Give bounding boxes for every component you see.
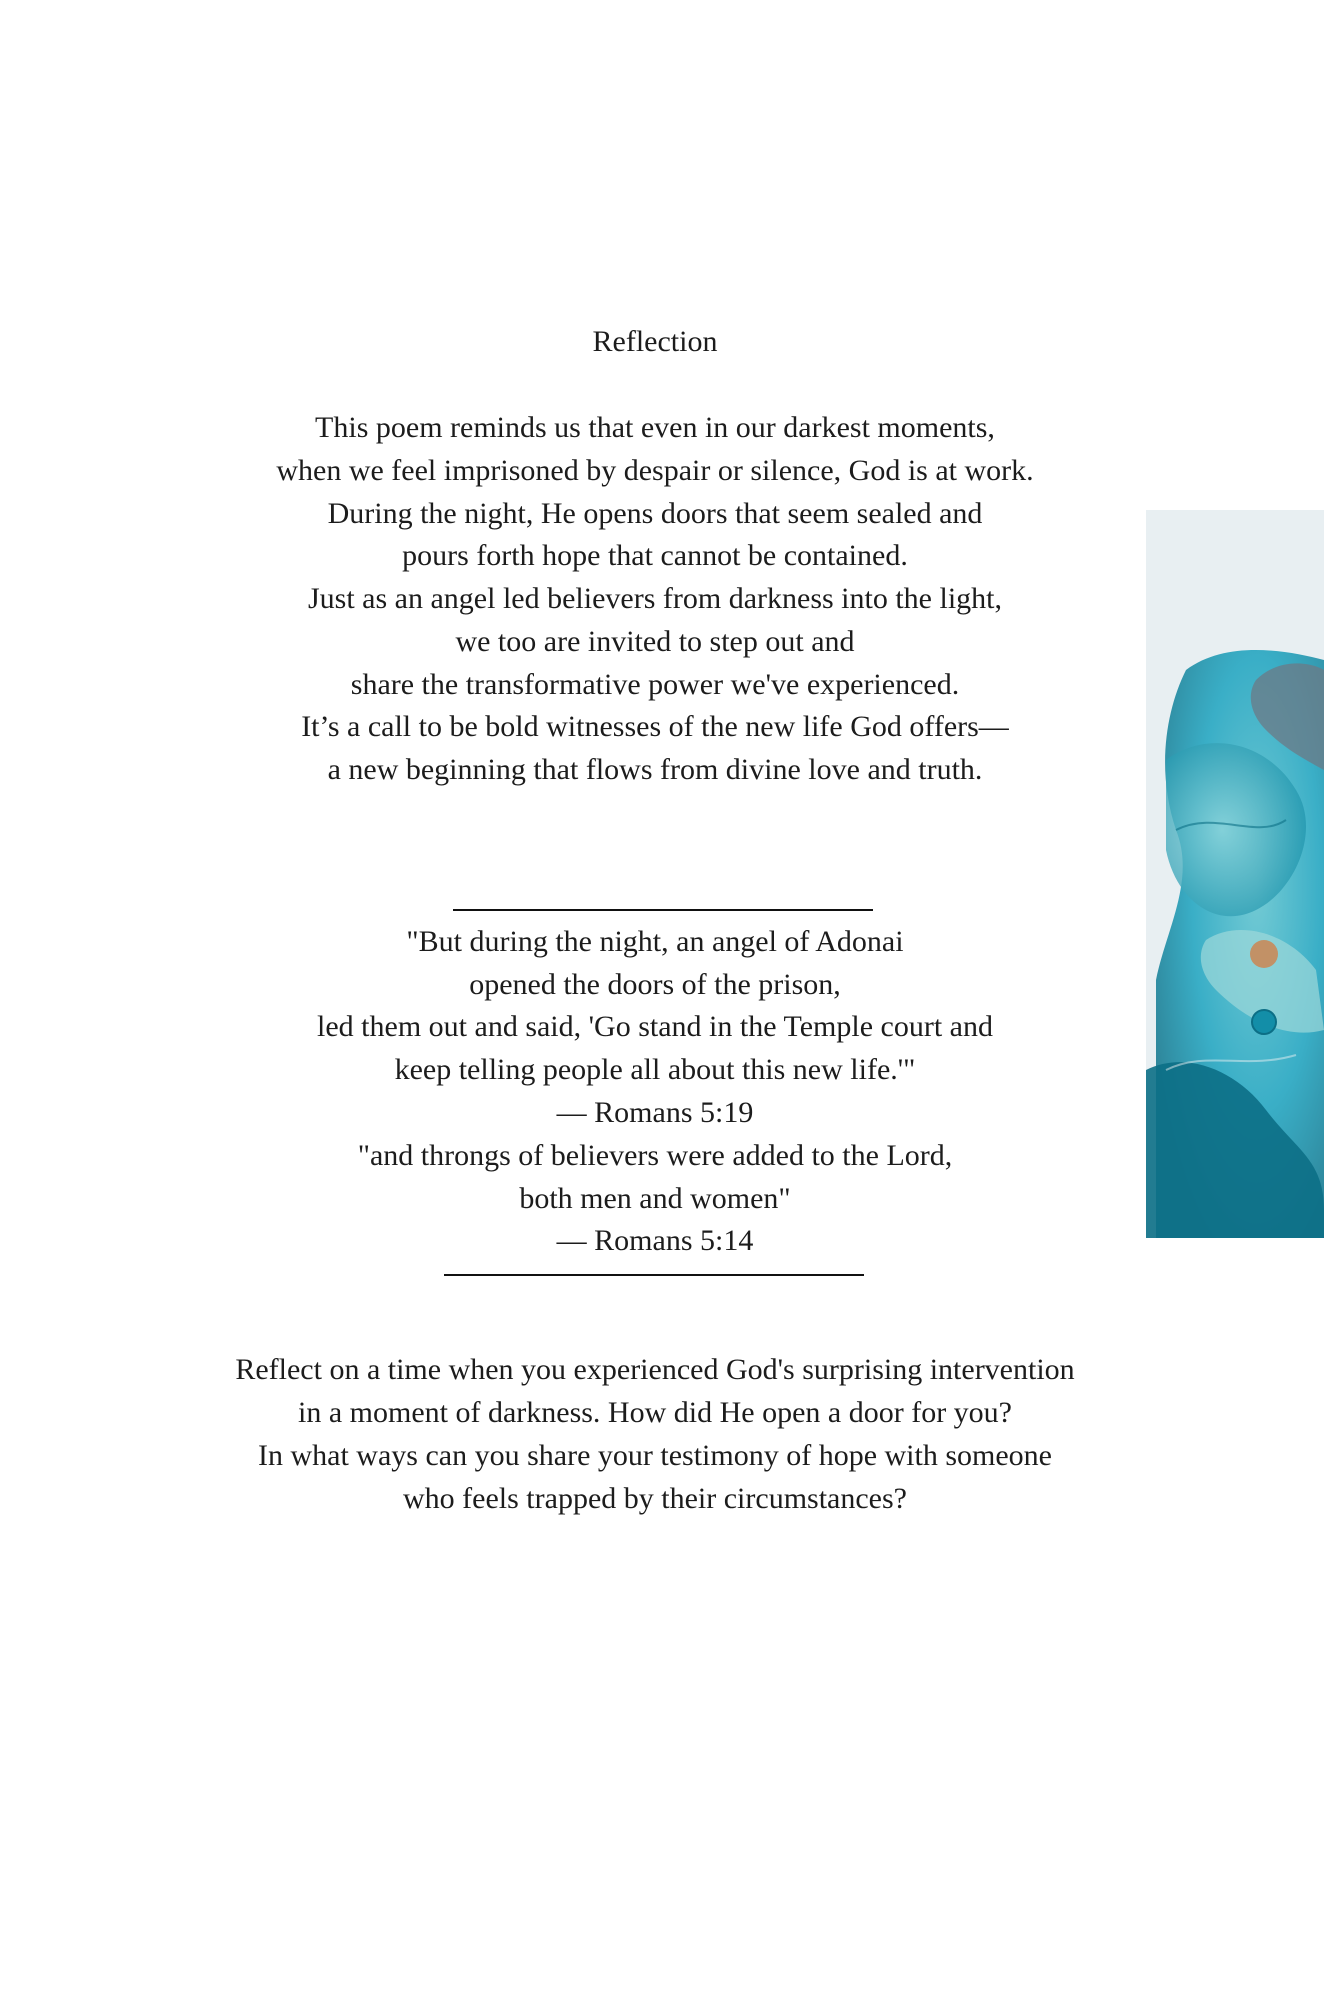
quote-line: both men and women": [519, 1182, 791, 1215]
page-title: Reflection: [592, 325, 718, 358]
quote-line: led them out and said, 'Go stand in the Temple court and: [317, 1010, 993, 1043]
quote-line: "and throngs of believers were added to the Lord,: [357, 1139, 953, 1172]
paragraph-line: pours forth hope that cannot be contained.: [402, 539, 908, 572]
paragraph-line: It’s a call to be bold witnesses of the new life God offers—: [301, 710, 1009, 743]
paragraph-line: This poem reminds us that even in our darkest moments,: [315, 411, 995, 444]
paragraph-line: a new beginning that flows from divine love and truth.: [327, 753, 983, 786]
prompt-line: In what ways can you share your testimony of hope with someone: [258, 1439, 1052, 1472]
quote-citation: — Romans 5:19: [556, 1096, 754, 1129]
quote-line: opened the doors of the prison,: [469, 968, 841, 1001]
prompt-line: Reflect on a time when you experienced God's surprising intervention: [235, 1353, 1075, 1386]
paragraph-line: we too are invited to step out and: [455, 625, 855, 658]
alcohol-ink-art: [1146, 510, 1324, 1238]
quote-line: keep telling people all about this new life.'": [394, 1053, 916, 1086]
paragraph-line: Just as an angel led believers from darkness into the light,: [308, 582, 1002, 615]
paragraph-line: share the transformative power we've experienced.: [350, 668, 960, 701]
quote-top-divider: [453, 909, 873, 911]
prompt-line: in a moment of darkness. How did He open a door for you?: [298, 1396, 1012, 1429]
quote-bottom-divider: [444, 1274, 864, 1276]
quote-line: "But during the night, an angel of Adonai: [406, 925, 904, 958]
quote-citation: — Romans 5:14: [556, 1224, 754, 1257]
paragraph-line: During the night, He opens doors that seem sealed and: [327, 497, 983, 530]
paragraph-line: when we feel imprisoned by despair or silence, God is at work.: [276, 454, 1034, 487]
prompt-line: who feels trapped by their circumstances?: [403, 1482, 907, 1515]
